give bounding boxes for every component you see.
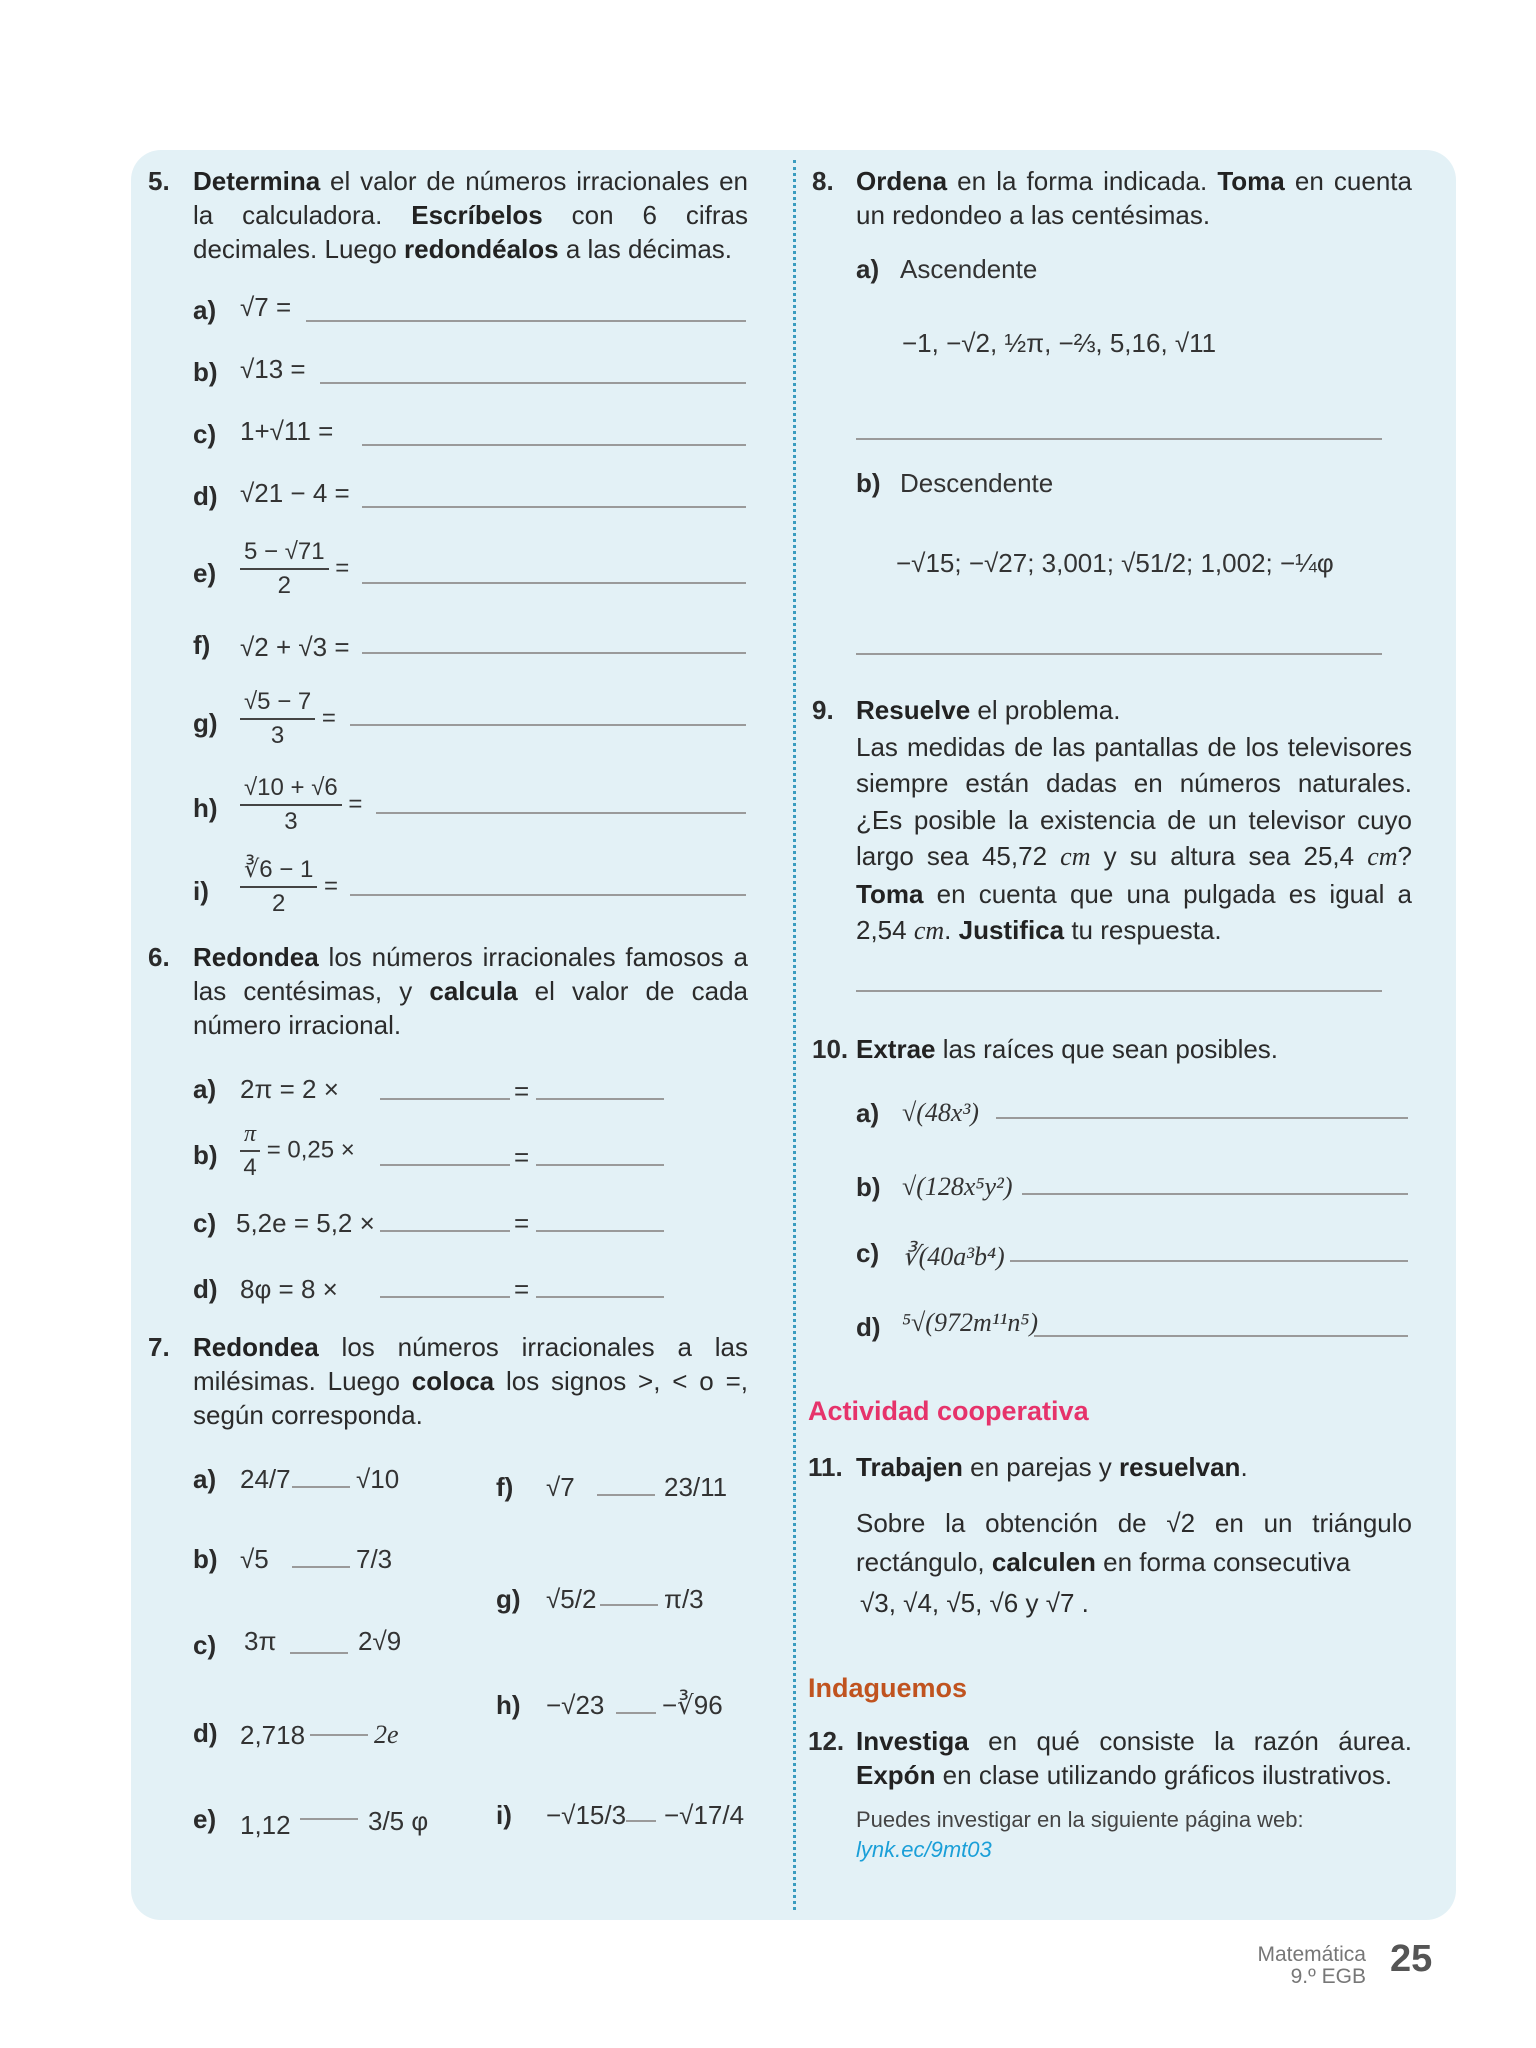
exercise-number: 10. — [812, 1034, 849, 1064]
compare-left: 1,12 — [240, 1810, 291, 1840]
equals: = — [348, 790, 363, 818]
item-label: a) — [856, 254, 880, 284]
item-label: i) — [193, 876, 209, 906]
answer-line-factor[interactable] — [380, 1296, 510, 1298]
text: en parejas y — [962, 1452, 1120, 1482]
verb: Extrae — [856, 1034, 936, 1064]
verb: Toma — [1217, 166, 1285, 196]
item-label: a) — [856, 1098, 880, 1128]
compare-right: −√17/4 — [664, 1800, 745, 1830]
math-expression: √13 = — [240, 354, 306, 384]
fraction — [240, 772, 362, 838]
exercise-9 — [812, 692, 1412, 950]
exercise-11-instructions — [856, 1450, 1412, 1484]
number-list-descending: −√15; −√27; 3,001; √51/2; 1,002; −¼φ — [896, 548, 1334, 578]
equals: = — [514, 1274, 530, 1304]
denominator: 2 — [277, 572, 291, 599]
item-label: a) — [193, 1464, 217, 1494]
denominator: 2 — [271, 890, 286, 917]
answer-line[interactable] — [1034, 1335, 1408, 1337]
exercise-number: 5. — [148, 166, 170, 196]
math-expression: 1+√11 = — [240, 416, 334, 446]
unit: cm — [913, 916, 945, 945]
item-label: a) — [193, 1074, 217, 1104]
verb: Determina — [193, 166, 321, 196]
sign-blank[interactable] — [292, 1566, 350, 1568]
sign-blank[interactable] — [292, 1486, 350, 1488]
order-title-descending: Descendente — [900, 468, 1054, 498]
exercise-5 — [148, 164, 748, 266]
exercise-7 — [148, 1330, 748, 1432]
item-label: b) — [193, 1140, 218, 1170]
text: y su altura sea 25,4 — [1090, 841, 1368, 871]
item-label: i) — [496, 1800, 512, 1830]
compare-right: √10 — [356, 1464, 400, 1494]
text: el problema. — [970, 695, 1121, 725]
exercise-5-instructions — [193, 164, 748, 266]
sign-blank[interactable] — [626, 1820, 656, 1822]
item-label: f) — [193, 630, 211, 660]
answer-line-result[interactable] — [536, 1230, 664, 1232]
text: en forma consecutiva — [1095, 1547, 1351, 1577]
item-label: d) — [856, 1312, 881, 1342]
item-label: e) — [193, 558, 217, 588]
item-label: b) — [193, 357, 218, 387]
verb: Escríbelos — [411, 200, 543, 230]
compare-right: π/3 — [664, 1584, 704, 1614]
compare-right: 2e — [374, 1720, 399, 1749]
exercise-12 — [808, 1724, 1412, 1865]
compare-left: 24/7 — [240, 1464, 291, 1494]
numerator: π — [240, 1118, 260, 1152]
answer-line[interactable] — [306, 320, 746, 322]
equals: = — [514, 1142, 530, 1172]
fraction — [240, 854, 338, 920]
item-label: c) — [193, 419, 217, 449]
verb: Investiga — [856, 1726, 969, 1756]
column-divider — [793, 160, 796, 1910]
exercise-6 — [148, 940, 748, 1042]
section-heading-cooperative: Actividad cooperativa — [808, 1396, 1089, 1426]
radical-expression: ∛(40a³b⁴) — [902, 1242, 1005, 1271]
verb: calcula — [429, 976, 518, 1006]
verb: resuelvan — [1119, 1452, 1241, 1482]
item-label: f) — [496, 1472, 514, 1502]
math-expression: 8φ = 8 × — [240, 1274, 338, 1304]
verb: coloca — [411, 1366, 495, 1396]
item-label: h) — [496, 1690, 521, 1720]
equals: = — [335, 554, 350, 582]
item-label: d) — [193, 1274, 218, 1304]
denominator: 3 — [284, 808, 298, 835]
item-label: e) — [193, 1804, 217, 1834]
item-label: g) — [193, 708, 218, 738]
verb: redondéalos — [404, 234, 559, 264]
compare-left: 3π — [244, 1626, 277, 1656]
item-label: c) — [193, 1208, 217, 1238]
text: . — [1240, 1452, 1248, 1482]
verb: Expón — [856, 1760, 936, 1790]
answer-line-factor[interactable] — [380, 1164, 510, 1166]
item-label: a) — [193, 295, 217, 325]
text: con 6 cifras decimales. Luego — [193, 200, 748, 264]
answer-line-factor[interactable] — [380, 1098, 510, 1100]
web-link[interactable]: lynk.ec/9mt03 — [856, 1837, 992, 1862]
answer-line[interactable] — [362, 506, 746, 508]
exercise-number: 9. — [812, 695, 834, 725]
answer-line[interactable] — [856, 653, 1382, 655]
compare-left: −√15/3 — [546, 1800, 627, 1830]
item-label: d) — [193, 481, 218, 511]
answer-line-result[interactable] — [536, 1098, 664, 1100]
answer-line[interactable] — [1022, 1193, 1408, 1195]
math-expression: √7 = — [240, 292, 292, 322]
text: tu respuesta. — [1064, 915, 1222, 945]
exercise-10-instructions — [856, 1032, 1412, 1066]
exercise-number: 8. — [812, 166, 834, 196]
fraction — [240, 536, 349, 602]
equals: = — [321, 704, 336, 732]
answer-line[interactable] — [376, 812, 746, 814]
text: Sobre la obtención de √2 en un triángulo rectángulo, — [856, 1508, 1412, 1577]
exercise-number: 7. — [148, 1332, 170, 1362]
exercise-9-title — [856, 692, 1412, 729]
number-list-ascending: −1, −√2, ½π, −⅔, 5,16, √11 — [902, 328, 1217, 358]
compare-right: −∛96 — [662, 1690, 723, 1720]
compare-left: √7 — [546, 1472, 575, 1502]
exercise-10 — [812, 1032, 1412, 1066]
footer-subject — [1257, 1944, 1366, 1988]
verb: calculen — [991, 1547, 1096, 1577]
order-title-ascending: Ascendente — [900, 254, 1038, 284]
exercise-number: 12. — [808, 1726, 845, 1756]
verb: Toma — [856, 878, 924, 909]
sign-blank[interactable] — [597, 1494, 655, 1496]
equals: = — [514, 1076, 530, 1106]
verb: Redondea — [193, 1332, 319, 1362]
item-label: h) — [193, 793, 218, 823]
exercise-11-body — [856, 1504, 1412, 1582]
compare-right: 2√9 — [358, 1626, 402, 1656]
sign-blank[interactable] — [616, 1712, 656, 1714]
answer-line[interactable] — [856, 438, 1382, 440]
fraction — [240, 686, 336, 752]
compare-right: 7/3 — [356, 1544, 393, 1574]
fraction — [240, 1118, 355, 1184]
text: Las medidas de las pantallas de los televisores siempre están dadas en números naturales. ¿Es posible la existencia de un televisor cuyo largo sea 45,72 — [856, 731, 1412, 871]
denominator: 4 — [243, 1154, 257, 1181]
text: ? — [1397, 841, 1412, 871]
exercise-6-instructions — [193, 940, 748, 1042]
section-heading-research: Indaguemos — [808, 1673, 968, 1703]
answer-line[interactable] — [362, 582, 746, 584]
compare-right: 23/11 — [664, 1472, 728, 1502]
numerator: √10 + √6 — [240, 772, 342, 806]
verb: Trabajen — [856, 1452, 963, 1482]
compare-left: −√23 — [546, 1690, 605, 1720]
text: en cuenta que una pulgada es igual a 2,54 — [856, 878, 1412, 945]
text: . — [944, 915, 959, 945]
exercise-12-instructions — [856, 1724, 1412, 1792]
verb: Resuelve — [856, 695, 971, 725]
answer-line[interactable] — [362, 444, 746, 446]
text: las raíces que sean posibles. — [935, 1034, 1279, 1064]
compare-left: 2,718 — [240, 1720, 306, 1750]
numerator: ∛6 − 1 — [240, 854, 317, 888]
text: los números irracionales famosos a las centésimas, y — [193, 942, 748, 1006]
answer-line[interactable] — [856, 990, 1382, 992]
answer-line-result[interactable] — [536, 1296, 664, 1298]
exercise-7-instructions — [193, 1330, 748, 1432]
equals: = — [514, 1208, 530, 1238]
radical-expression: ⁵√(972m¹¹n⁵) — [902, 1308, 1039, 1337]
page-number: 25 — [1390, 1938, 1433, 1980]
item-label: c) — [193, 1630, 217, 1660]
text: los números irracionales a las milésimas. Luego — [193, 1332, 748, 1396]
exercise-9-problem — [856, 729, 1412, 950]
item-label: c) — [856, 1238, 880, 1268]
math-expression: √2 + √3 = — [240, 632, 350, 662]
math-expression: √21 − 4 = — [240, 478, 350, 508]
verb: Redondea — [193, 942, 319, 972]
exercise-number: 11. — [808, 1452, 843, 1482]
text: el valor de números irracionales en la calculadora. — [193, 166, 748, 230]
hint-text: Puedes investigar en la siguiente página web: — [856, 1807, 1304, 1832]
equals: = — [324, 872, 339, 900]
sign-blank[interactable] — [290, 1652, 348, 1654]
answer-line[interactable] — [350, 724, 746, 726]
math-expression: 2π = 2 × — [240, 1074, 339, 1104]
sign-blank[interactable] — [310, 1734, 368, 1736]
compare-right: 3/5 φ — [368, 1806, 429, 1836]
radical-expression: √(128x⁵y²) — [902, 1172, 1013, 1201]
exercise-8-instructions — [856, 164, 1412, 232]
answer-line[interactable] — [996, 1117, 1408, 1119]
verb: Ordena — [856, 166, 948, 196]
compare-left: √5/2 — [546, 1584, 597, 1614]
subject-name: Matemática — [1257, 1943, 1366, 1966]
grade-level: 9.º EGB — [1290, 1965, 1366, 1988]
denominator: 3 — [270, 722, 285, 749]
item-label: b) — [856, 1172, 881, 1202]
math-expression: = 0,25 × — [266, 1136, 355, 1164]
exercise-number: 6. — [148, 942, 170, 972]
text: en la forma indicada. — [947, 166, 1218, 196]
item-label: b) — [856, 468, 881, 498]
math-expression: 5,2e = 5,2 × — [236, 1208, 375, 1238]
item-label: g) — [496, 1584, 521, 1614]
unit: cm — [1367, 842, 1398, 871]
web-link-wrapper — [856, 1835, 1412, 1865]
exercise-8 — [812, 164, 1412, 232]
exercise-11 — [808, 1450, 1412, 1620]
radical-expression: √(48x³) — [902, 1098, 979, 1127]
text: el valor de cada número irracional. — [193, 976, 748, 1040]
numerator: √5 − 7 — [240, 686, 315, 720]
item-label: d) — [193, 1718, 218, 1748]
root-list: √3, √4, √5, √6 y √7 . — [860, 1588, 1089, 1618]
text: a las décimas. — [558, 234, 733, 264]
compare-left: √5 — [240, 1544, 269, 1574]
verb: Justifica — [958, 915, 1065, 945]
answer-line[interactable] — [350, 894, 746, 896]
unit: cm — [1060, 842, 1091, 871]
answer-line[interactable] — [1010, 1260, 1408, 1262]
answer-line[interactable] — [362, 652, 746, 654]
sign-blank[interactable] — [300, 1818, 358, 1820]
answer-line-result[interactable] — [536, 1164, 664, 1166]
sign-blank[interactable] — [600, 1604, 658, 1606]
answer-line-factor[interactable] — [380, 1230, 510, 1232]
item-label: b) — [193, 1544, 218, 1574]
text: en qué consiste la razón áurea. — [968, 1726, 1412, 1756]
answer-line[interactable] — [320, 382, 746, 384]
text: en cuenta un redondeo a las centésimas. — [856, 166, 1412, 230]
numerator: 5 − √71 — [240, 536, 329, 570]
text: los signos >, < o =, según corresponda. — [193, 1366, 748, 1430]
text: en clase utilizando gráficos ilustrativos. — [935, 1760, 1393, 1790]
